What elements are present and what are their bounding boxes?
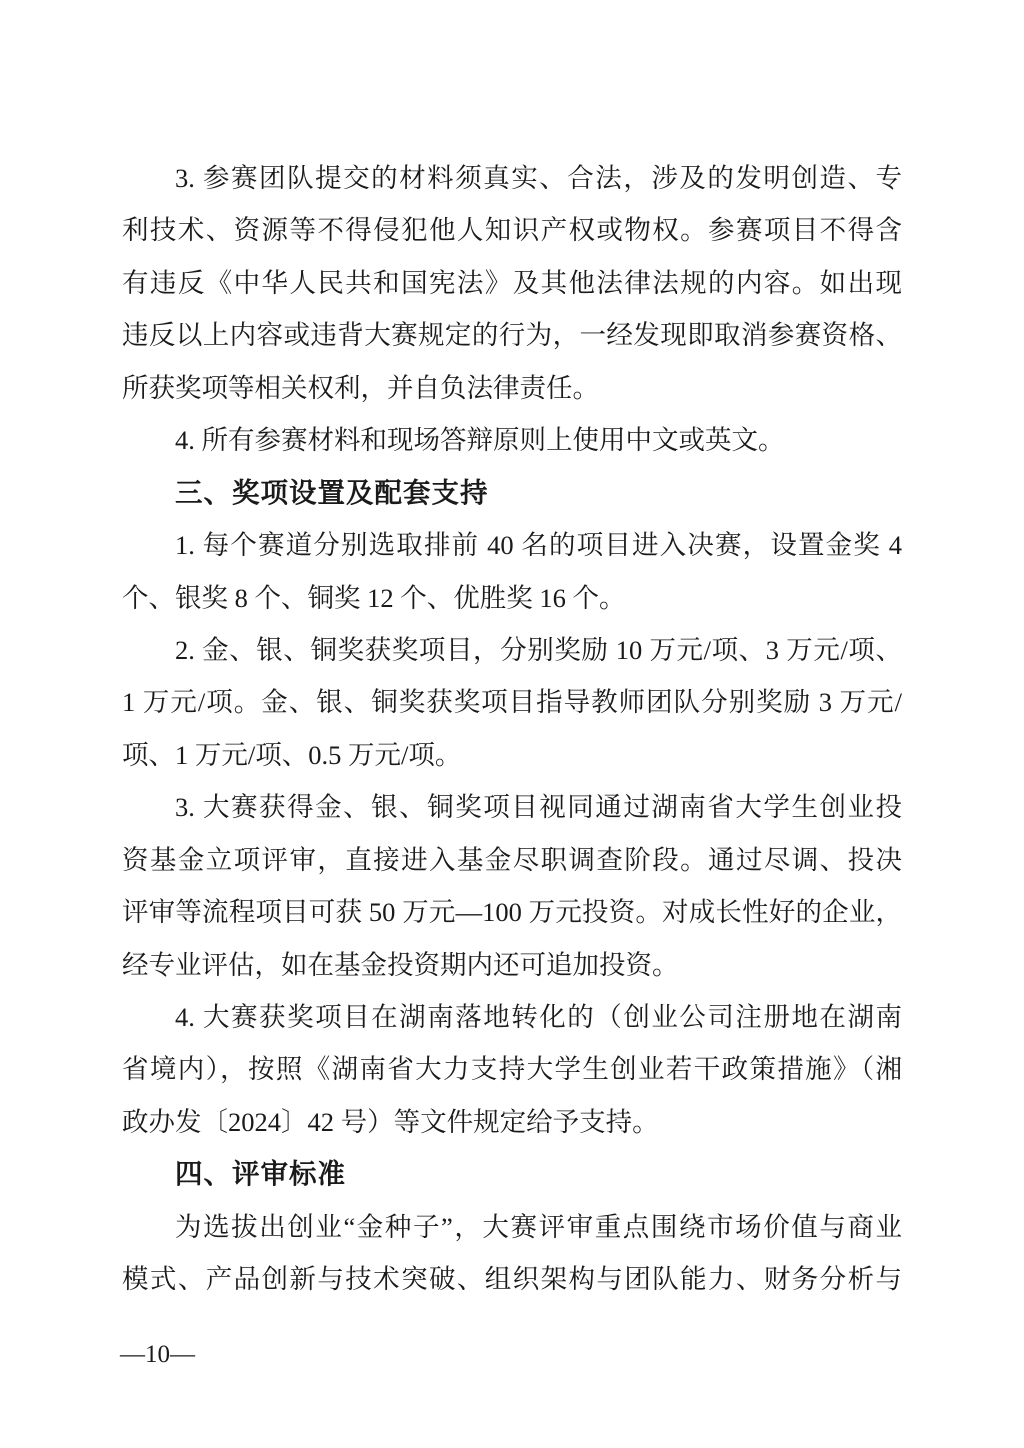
section-heading: 四、评审标准 (175, 1158, 346, 1190)
text-line: 省境内），按照《湖南省大力支持大学生创业若干政策措施》（湘 (122, 1054, 902, 1085)
document-body (122, 152, 902, 1306)
text-line: 模式、产品创新与技术突破、组织架构与团队能力、财务分析与 (122, 1264, 902, 1295)
section-3-item-2 (122, 624, 902, 781)
text-line: 4. 大赛获奖项目在湖南落地转化的（创业公司注册地在湖南 (175, 1002, 902, 1032)
text-line: 1 万元/项。金、银、铜奖获奖项目指导教师团队分别奖励 3 万元/ (122, 687, 902, 718)
section-4-heading (122, 1148, 902, 1200)
text-line: 违反以上内容或违背大赛规定的行为，一经发现即取消参赛资格、 (122, 320, 902, 351)
text-line: 所获奖项等相关权利，并自负法律责任。 (122, 372, 599, 403)
page-number: —10— (120, 1341, 195, 1368)
text-line: 资基金立项评审，直接进入基金尽职调查阶段。通过尽调、投决 (122, 844, 902, 875)
text-line: 1. 每个赛道分别选取排前 40 名的项目进入决赛，设置金奖 4 (175, 530, 902, 561)
section-4-intro (122, 1201, 902, 1306)
section-heading: 三、奖项设置及配套支持 (175, 476, 489, 508)
text-line: 个、银奖 8 个、铜奖 12 个、优胜奖 16 个。 (122, 582, 626, 613)
clause-2-item-3 (122, 152, 902, 414)
section-3-heading (122, 467, 902, 519)
clause-2-item-4 (122, 414, 902, 466)
text-line: 2. 金、银、铜奖获奖项目，分别奖励 10 万元/项、3 万元/项、 (175, 634, 902, 665)
text-line: 3. 参赛团队提交的材料须真实、合法，涉及的发明创造、专 (175, 163, 902, 193)
text-line: 3. 大赛获得金、银、铜奖项目视同通过湖南省大学生创业投 (175, 792, 902, 823)
text-line: 政办发〔2024〕42 号）等文件规定给予支持。 (122, 1106, 659, 1137)
text-line: 4. 所有参赛材料和现场答辩原则上使用中文或英文。 (175, 425, 785, 456)
section-3-item-1 (122, 519, 902, 624)
text-line: 为选拔出创业“金种子”，大赛评审重点围绕市场价值与商业 (175, 1211, 902, 1242)
section-3-item-3 (122, 781, 902, 991)
text-line: 项、1 万元/项、0.5 万元/项。 (122, 739, 462, 770)
text-line: 经专业评估，如在基金投资期内还可追加投资。 (122, 949, 679, 980)
text-line: 评审等流程项目可获 50 万元—100 万元投资。对成长性好的企业， (122, 897, 902, 928)
text-line: 利技术、资源等不得侵犯他人知识产权或物权。参赛项目不得含 (122, 215, 902, 246)
section-3-item-4 (122, 991, 902, 1148)
text-line: 有违反《中华人民共和国宪法》及其他法律法规的内容。如出现 (122, 267, 902, 298)
